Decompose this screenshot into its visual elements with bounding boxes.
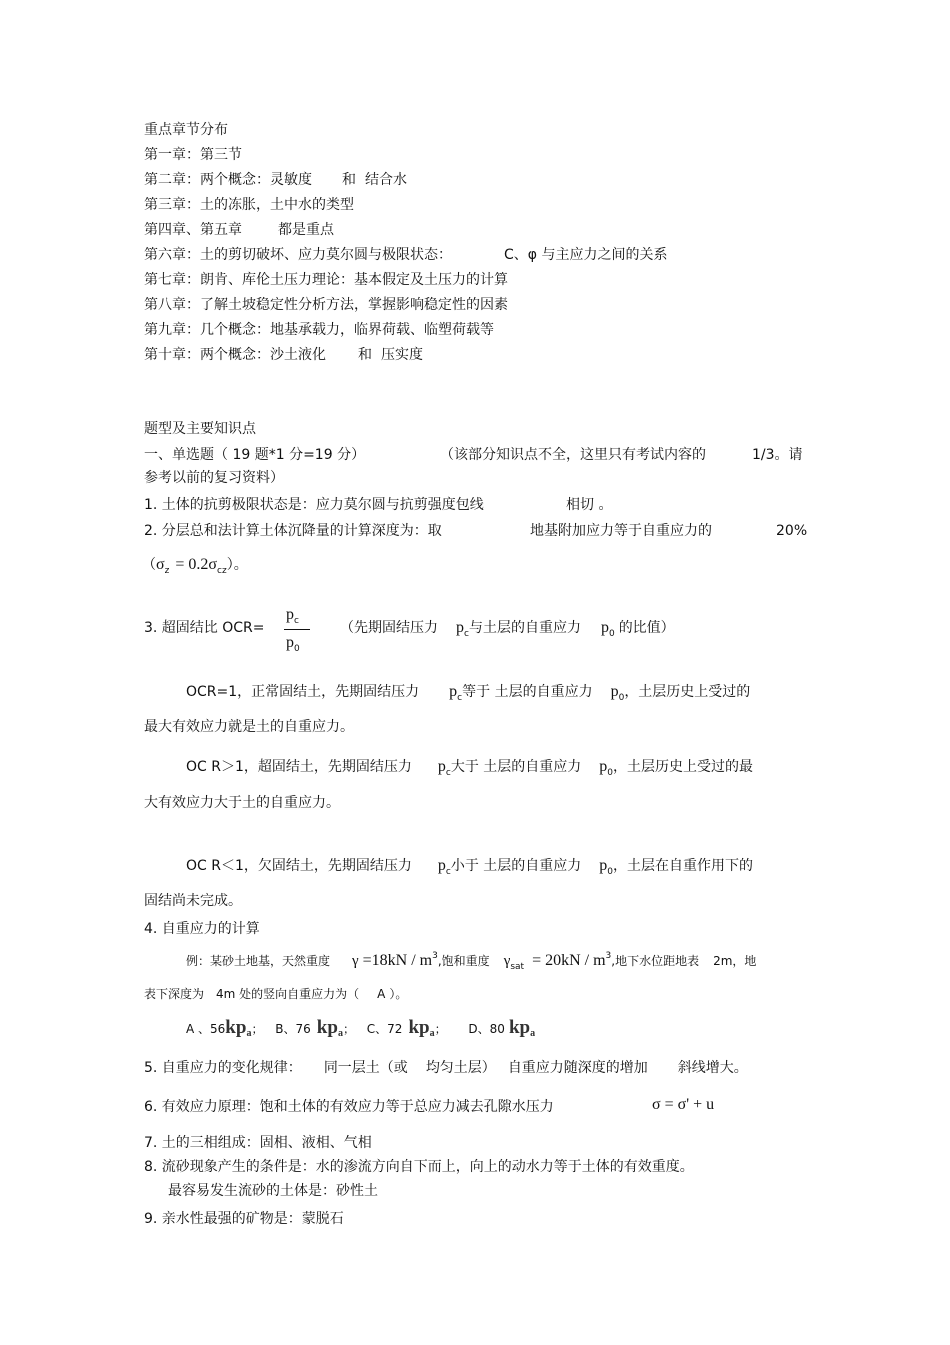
- question-3-explanation: （先期固结压力 $p_c$与土层的自重应力 $p_0$ 的比值）: [340, 619, 675, 639]
- example-line-2: 表下深度为 4m 处的竖向自重应力为（ A ）。: [144, 987, 408, 1001]
- question-1-answer: 相切 。: [566, 497, 613, 513]
- question-2-answer: 地基附加应力等于自重应力的: [530, 523, 712, 539]
- chapter-7: 第七章：朗肯、库伦土压力理论：基本假定及土压力的计算: [144, 272, 508, 288]
- section-note-2: 参考以前的复习资料）: [144, 470, 284, 486]
- question-9: 9. 亲水性最强的矿物是：蒙脱石: [144, 1211, 344, 1227]
- question-5: 5. 自重应力的变化规律： 同一层土（或 均匀土层） 自重应力随深度的增加 斜线增大。: [144, 1060, 748, 1076]
- ocr-fraction-bar: [284, 629, 310, 630]
- question-2: 2. 分层总和法计算土体沉降量的计算深度为：取: [144, 523, 442, 539]
- option-d: D、80 kpa: [468, 1017, 536, 1039]
- ocr-normal-cont: 最大有效应力就是土的自重应力。: [144, 719, 354, 735]
- option-a: A 、56kpa；: [186, 1017, 264, 1039]
- example-line-1: 例：某砂土地基，天然重度 $\gamma =18kN / m^3$,饱和重度 $\gamma_{sat} = 20kN / m^3$,地下水位距地表 2m，地: [186, 951, 757, 972]
- effective-stress-formula: σ = σ' + u: [652, 1096, 715, 1113]
- question-4: 4. 自重应力的计算: [144, 921, 260, 937]
- ocr-under: OC R＜1，欠固结土，先期固结压力 $p_c$小于 土层的自重应力 $p_0$，土层在自重作用下的: [186, 857, 754, 877]
- option-c: C、72 kpa；: [366, 1017, 447, 1039]
- section-title: 题型及主要知识点: [144, 421, 256, 437]
- chapter-3: 第三章：土的冻胀，土中水的类型: [144, 197, 354, 213]
- ocr-numerator: $p_c$: [286, 606, 299, 626]
- question-2-percent: 20%: [776, 523, 808, 539]
- chapter-4-5: 第四章、第五章 都是重点: [144, 222, 334, 238]
- question-1: 1. 土体的抗剪极限状态是：应力莫尔圆与抗剪强度包线: [144, 497, 484, 513]
- chapter-9: 第九章：几个概念：地基承载力，临界荷载、临塑荷载等: [144, 322, 494, 338]
- question-2-formula: $(\sigma_z = 0.2\sigma_{cz})$。: [142, 556, 248, 576]
- ocr-normal: OCR=1，正常固结土，先期固结压力 $p_c$等于 土层的自重应力 $p_0$，土层历史上受过的: [186, 683, 751, 703]
- section-note-fraction: 1/3。请: [752, 447, 803, 463]
- question-3: 3. 超固结比 OCR=: [144, 620, 265, 636]
- chapter-8: 第八章：了解土坡稳定性分析方法，掌握影响稳定性的因素: [144, 297, 508, 313]
- chapter-10: 第十章：两个概念：沙土液化 和 压实度: [144, 347, 423, 363]
- question-6: 6. 有效应力原理：饱和土体的有效应力等于总应力减去孔隙水压力: [144, 1099, 554, 1115]
- question-8-cont: 最容易发生流砂的土体是：砂性土: [168, 1183, 378, 1199]
- ocr-over-cont: 大有效应力大于土的自重应力。: [144, 795, 340, 811]
- ocr-under-cont: 固结尚未完成。: [144, 893, 242, 909]
- chapter-6: 第六章：土的剪切破坏、应力莫尔圆与极限状态： C、φ 与主应力之间的关系: [144, 247, 668, 263]
- chapters-title: 重点章节分布: [144, 122, 228, 138]
- option-b: B、76 kpa；: [275, 1017, 355, 1039]
- chapter-1: 第一章：第三节: [144, 147, 242, 163]
- section-note: （该部分知识点不全，这里只有考试内容的: [440, 447, 706, 463]
- chapter-2: 第二章：两个概念：灵敏度 和 结合水: [144, 172, 407, 188]
- section-single-choice: 一、单选题（ 19 题*1 分=19 分）: [144, 447, 366, 463]
- options-row: [186, 1019, 535, 1040]
- question-8: 8. 流砂现象产生的条件是：水的渗流方向自下而上，向上的动水力等于土体的有效重度。: [144, 1159, 694, 1175]
- ocr-over: OC R＞1，超固结土，先期固结压力 $p_c$大于 土层的自重应力 $p_0$，土层历史上受过的最: [186, 758, 754, 778]
- ocr-denominator: $p_0$: [286, 634, 300, 654]
- question-7: 7. 土的三相组成：固相、液相、气相: [144, 1135, 372, 1151]
